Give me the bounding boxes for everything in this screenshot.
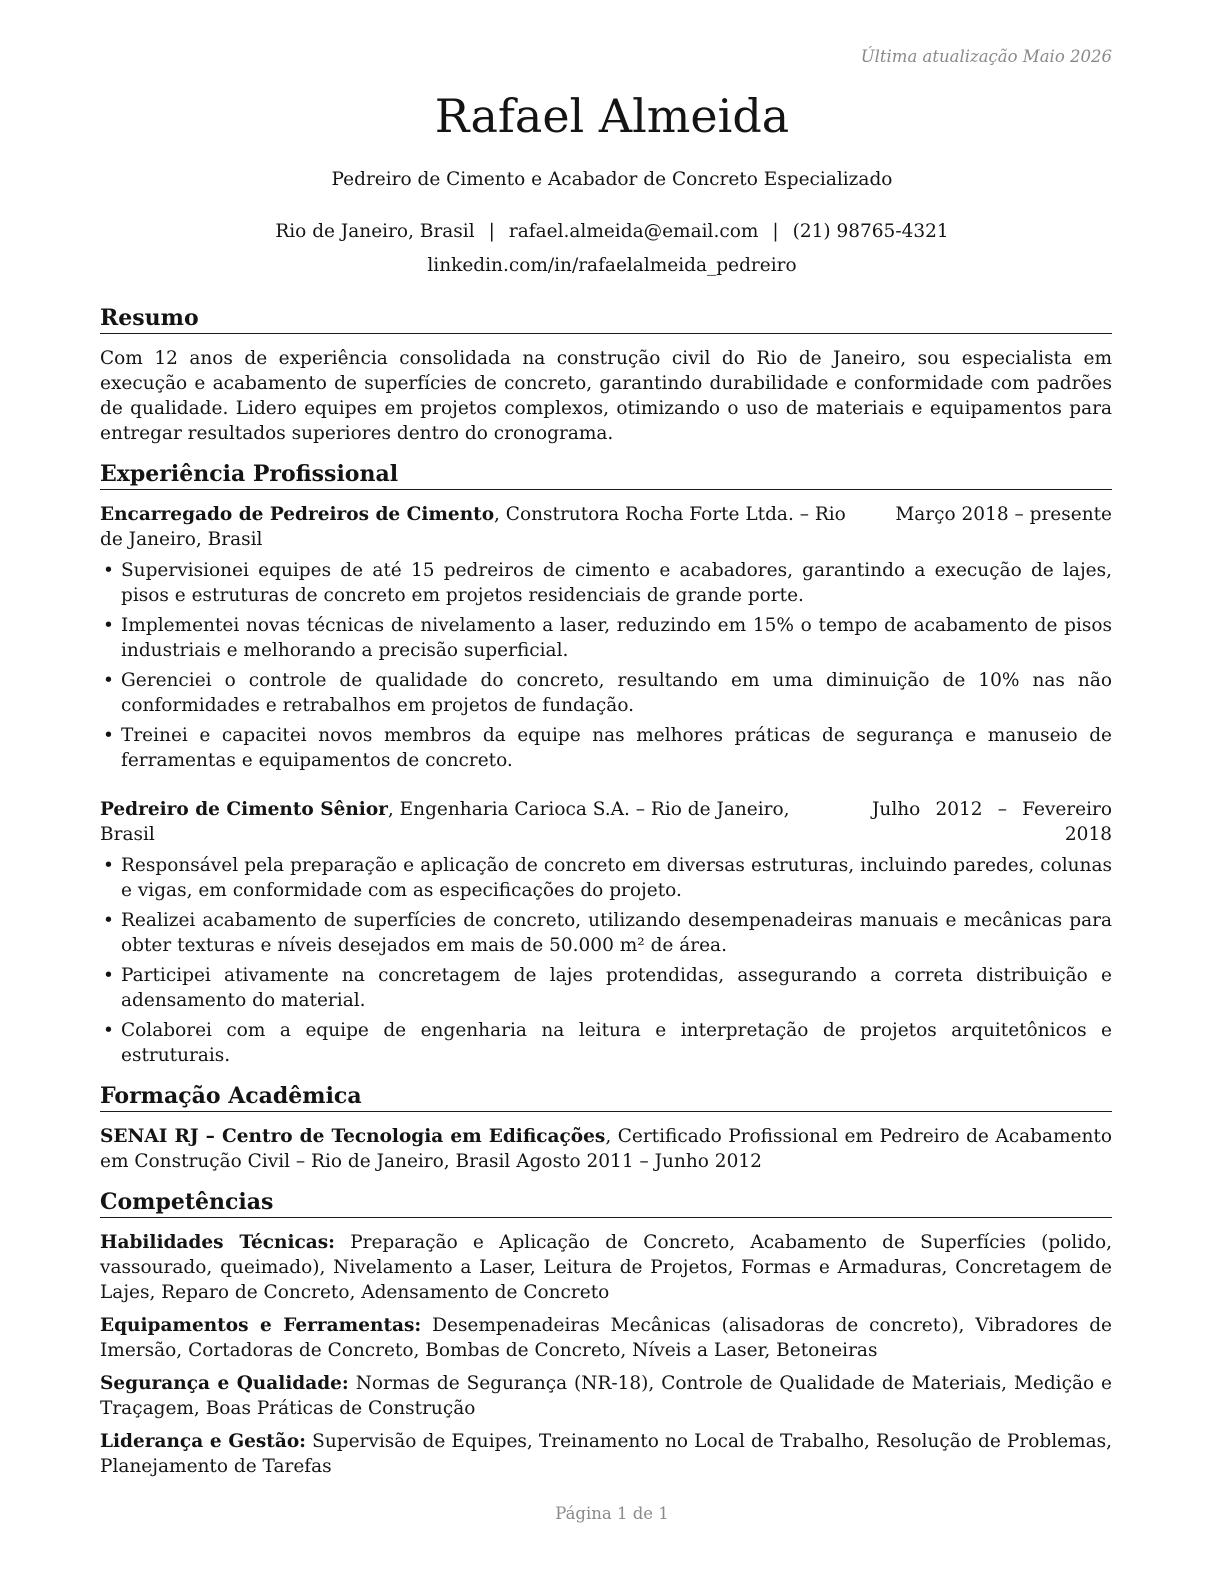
section-title-skills: Competências	[100, 1188, 1112, 1218]
phone: (21) 98765-4321	[792, 221, 949, 242]
skill-group	[100, 1429, 1112, 1479]
contact-line	[0, 219, 1224, 244]
skill-group	[100, 1230, 1112, 1305]
bullet-item	[100, 558, 1112, 608]
bullet-icon: •	[103, 560, 114, 581]
bullet-item	[100, 963, 1112, 1013]
skill-group-label: Segurança e Qualidade:	[100, 1373, 349, 1394]
bullet-item	[100, 723, 1112, 773]
bullet-text: Supervisionei equipes de até 15 pedreiros de cimento e acabadores, garantindo a execução de lajes, pisos e estruturas de concreto em projetos residenciais de grande porte.	[121, 560, 1112, 606]
summary-section	[100, 304, 1112, 446]
summary-text: Com 12 anos de experiência consolidada na construção civil do Rio de Janeiro, sou especialista em execução e acabamento de superfícies de concreto, garantindo durabilidade e conformidade com padrões de qualidade. Lidero equipes em projetos complexos, otimizando o uso de materiais e equipamentos para entregar resultados superiores dentro do cronograma.	[100, 348, 1112, 444]
job-entry	[100, 797, 1112, 1068]
job-title-line	[100, 502, 871, 552]
location: Rio de Janeiro, Brasil	[275, 221, 475, 242]
bullet-icon: •	[103, 615, 114, 636]
bullet-text: Implementei novas técnicas de nivelamento a laser, reduzindo em 15% o tempo de acabamento de pisos industriais e melhorando a precisão superficial.	[121, 615, 1112, 661]
skills-section	[100, 1188, 1112, 1479]
job-dates: Julho 2012 – Fevereiro 2018	[872, 799, 1112, 845]
experience-section	[100, 460, 1112, 1068]
linkedin-link[interactable]: linkedin.com/in/rafaelalmeida_pedreiro	[427, 255, 797, 276]
bullet-item	[100, 668, 1112, 718]
bullet-text: Responsável pela preparação e aplicação de concreto em diversas estruturas, incluindo paredes, colunas e vigas, em conformidade com as especificações do projeto.	[121, 855, 1112, 901]
candidate-name: Rafael Almeida	[434, 89, 790, 143]
skill-group-text: Supervisão de Equipes, Treinamento no Local de Trabalho, Resolução de Problemas, Planejamento de Tarefas	[100, 1431, 1113, 1477]
bullet-icon: •	[103, 855, 114, 876]
section-title-education: Formação Acadêmica	[100, 1082, 1112, 1112]
job-entry	[100, 502, 1112, 773]
skill-group-label: Liderança e Gestão:	[100, 1431, 307, 1452]
job-header	[100, 502, 1112, 552]
bullet-text: Realizei acabamento de superfícies de concreto, utilizando desempenadeiras manuais e mecânicas para obter texturas e níveis desejados em mais de 50.000 m² de área.	[121, 910, 1112, 956]
job-bullets	[100, 853, 1112, 1068]
bullet-text: Colaborei com a equipe de engenharia na leitura e interpretação de projetos arquitetônicos e estruturais.	[121, 1020, 1112, 1066]
job-dates: Março 2018 – presente	[895, 504, 1112, 525]
skill-group-text: Preparação e Aplicação de Concreto, Acabamento de Superfícies (polido, vassourado, queimado), Nivelamento a Laser, Leitura de Projetos, Formas e Armaduras, Concretagem de Lajes, Reparo de Concreto, Adensamento de Concreto	[100, 1232, 1112, 1303]
bullet-item	[100, 1018, 1112, 1068]
job-bullets	[100, 558, 1112, 773]
education-dates: Agosto 2011 – Junho 2012	[516, 1151, 762, 1172]
headline: Pedreiro de Cimento e Acabador de Concreto Especializado	[331, 169, 893, 190]
bullet-icon: •	[103, 1020, 114, 1041]
job-header	[100, 797, 1112, 847]
section-title-experience: Experiência Profissional	[100, 460, 1112, 490]
skill-group	[100, 1371, 1112, 1421]
bullet-text: Treinei e capacitei novos membros da equipe nas melhores práticas de segurança e manuseio de ferramentas e equipamentos de concreto.	[121, 725, 1112, 771]
skill-group-text: Desempenadeiras Mecânicas (alisadoras de concreto), Vibradores de Imersão, Cortadoras de Concreto, Bombas de Concreto, Níveis a Laser, Betoneiras	[100, 1315, 1112, 1361]
education-details: , Certificado Profissional em Pedreiro de Acabamento em Construção Civil – Rio de Janeiro, Brasil	[100, 1126, 1112, 1172]
separator: |	[772, 221, 779, 242]
bullet-icon: •	[103, 725, 114, 746]
skill-group-text: Normas de Segurança (NR-18), Controle de Qualidade de Materiais, Medição e Traçagem, Boas Práticas de Construção	[100, 1373, 1113, 1419]
bullet-icon: •	[103, 670, 114, 691]
section-title-summary: Resumo	[100, 304, 1112, 334]
job-role: Pedreiro de Cimento Sênior	[100, 799, 388, 820]
job-title-line	[100, 797, 848, 847]
bullet-item	[100, 853, 1112, 903]
job-role: Encarregado de Pedreiros de Cimento	[100, 504, 495, 525]
skill-group-label: Habilidades Técnicas:	[100, 1232, 335, 1253]
resume-sections	[100, 304, 1112, 1493]
last-updated: Última atualização Maio 2026	[860, 47, 1112, 66]
job-company: , Engenharia Carioca S.A. – Rio de Janeiro, Brasil	[100, 799, 790, 845]
bullet-item	[100, 613, 1112, 663]
page-number: Página 1 de 1	[555, 1504, 669, 1523]
education-section	[100, 1082, 1112, 1174]
separator: |	[488, 221, 495, 242]
email[interactable]: rafael.almeida@email.com	[508, 221, 759, 242]
job-company: , Construtora Rocha Forte Ltda. – Rio de Janeiro, Brasil	[100, 504, 846, 550]
bullet-item	[100, 908, 1112, 958]
skill-group	[100, 1313, 1112, 1363]
skill-group-label: Equipamentos e Ferramentas:	[100, 1315, 422, 1336]
education-entry	[100, 1124, 1112, 1174]
bullet-icon: •	[103, 910, 114, 931]
education-institution: SENAI RJ – Centro de Tecnologia em Edificações	[100, 1126, 606, 1147]
bullet-icon: •	[103, 965, 114, 986]
bullet-text: Participei ativamente na concretagem de lajes protendidas, assegurando a correta distribuição e adensamento do material.	[121, 965, 1112, 1011]
bullet-text: Gerenciei o controle de qualidade do concreto, resultando em uma diminuição de 10% nas não conformidades e retrabalhos em projetos de fundação.	[121, 670, 1112, 716]
